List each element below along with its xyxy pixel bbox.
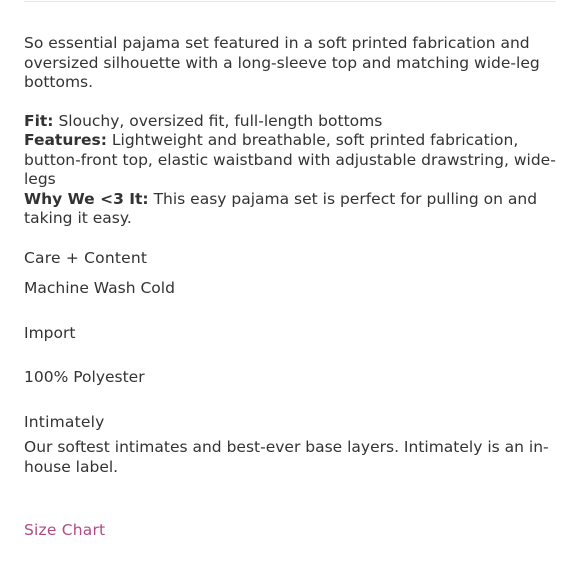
size-chart-link[interactable]: Size Chart: [24, 521, 106, 539]
top-divider: [24, 1, 556, 2]
care-content-heading: Care + Content: [24, 248, 148, 267]
spec-fit-text: Slouchy, oversized fit, full-length bottoms: [53, 111, 383, 130]
spec-features-text: Lightweight and breathable, soft printed fabrication, button-front top, elastic waistband with adjustable drawstring, wide-legs: [24, 131, 556, 188]
product-details: [24, 34, 558, 541]
product-description: So essential pajama set featured in a soft printed fabrication and oversized silhouette with a long-sleeve top and matching wide-leg bottoms.: [24, 34, 540, 91]
spec-fit: [24, 112, 558, 132]
spec-features: [24, 131, 558, 190]
brand-heading: Intimately: [24, 412, 105, 431]
spec-why-we-love-it: [24, 190, 558, 229]
care-wash: Machine Wash Cold: [24, 279, 175, 297]
care-origin: Import: [24, 323, 76, 342]
brand-description: Our softest intimates and best-ever base layers. Intimately is an in-house label.: [24, 438, 549, 476]
spec-features-label: Features:: [24, 131, 107, 149]
spec-fit-label: Fit:: [24, 111, 54, 130]
spec-why-text: This easy pajama set is perfect for pulling on and taking it easy.: [24, 189, 538, 227]
spec-why-label: Why We <3 It:: [24, 189, 149, 208]
product-specs: [24, 112, 558, 229]
care-material: 100% Polyester: [24, 368, 145, 386]
